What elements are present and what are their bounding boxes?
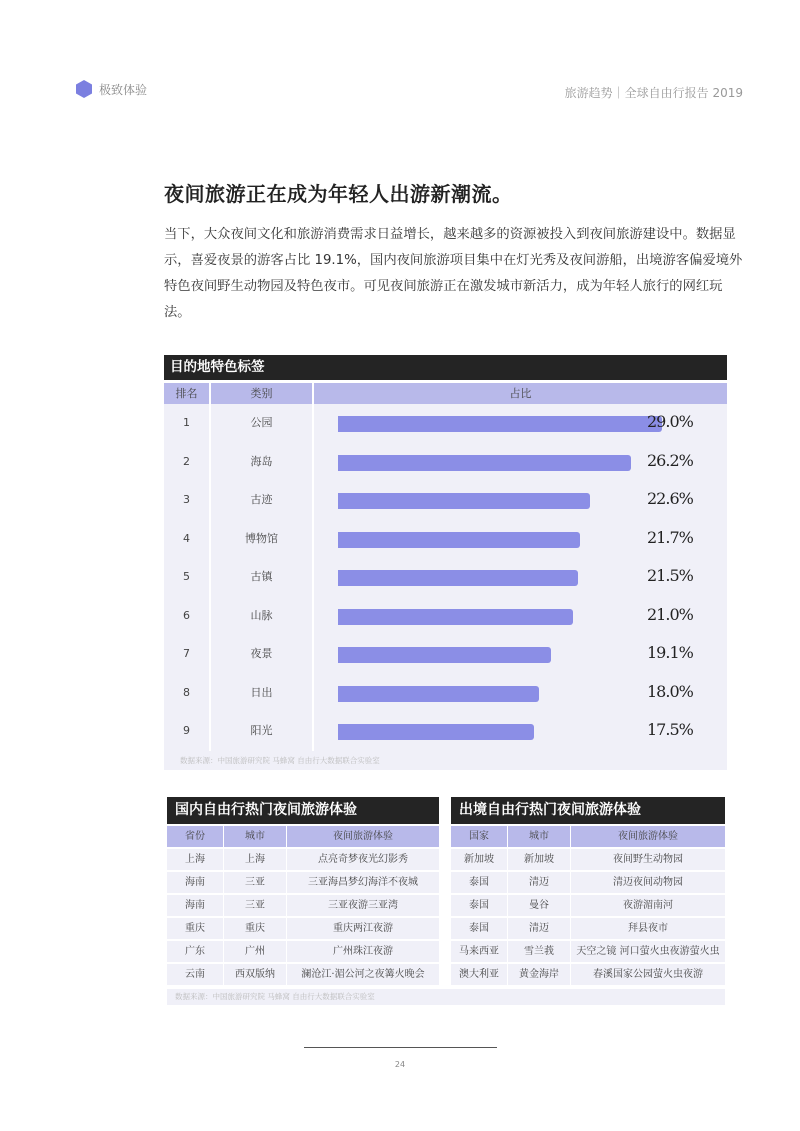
header-country: 国家	[451, 826, 508, 847]
header-experience: 夜间旅游体验	[333, 831, 393, 842]
outbound-title: 出境自由行热门夜间旅游体验	[451, 797, 725, 824]
region-cell: 泰国	[451, 895, 508, 916]
share-bar	[338, 532, 580, 548]
share-bar	[338, 724, 534, 740]
rank-cell: 8	[164, 674, 211, 713]
experience-cell: 澜沧江·湄公河之夜篝火晚会	[301, 969, 425, 980]
domestic-title: 国内自由行热门夜间旅游体验	[167, 797, 439, 824]
table-row	[167, 847, 439, 870]
domestic-table	[167, 797, 439, 985]
rank-cell: 2	[164, 443, 211, 482]
table-row	[164, 404, 727, 443]
city-cell: 西双版纳	[224, 964, 287, 985]
category-cell: 夜景	[211, 635, 314, 674]
experience-cell: 广州珠江夜游	[333, 946, 393, 957]
city-cell: 清迈	[508, 872, 571, 893]
domestic-header	[167, 826, 439, 847]
table-row	[451, 916, 725, 939]
region-cell: 海南	[167, 872, 224, 893]
region-cell: 泰国	[451, 918, 508, 939]
experience-cell: 夜间野生动物园	[613, 854, 683, 865]
category-cell: 山脉	[211, 597, 314, 636]
table-row	[164, 520, 727, 559]
header-city: 城市	[224, 826, 287, 847]
rank-cell: 6	[164, 597, 211, 636]
rank-cell: 9	[164, 712, 211, 751]
outbound-header	[451, 826, 725, 847]
share-bar	[338, 416, 662, 432]
share-bar	[338, 647, 551, 663]
rank-cell: 3	[164, 481, 211, 520]
header-city: 城市	[508, 826, 571, 847]
share-value-label: 19.1%	[647, 643, 693, 662]
table-row	[167, 939, 439, 962]
table-row	[167, 962, 439, 985]
city-cell: 雪兰莪	[508, 941, 571, 962]
experience-cell: 天空之镜 河口萤火虫夜游萤火虫	[576, 946, 720, 957]
table-header	[164, 383, 727, 404]
table-row	[451, 847, 725, 870]
experience-cell: 拜县夜市	[628, 923, 668, 934]
header-category: 类别	[211, 383, 312, 404]
share-value-label: 26.2%	[647, 450, 693, 470]
experience-cell: 三亚夜游三亚湾	[328, 900, 398, 911]
city-cell: 三亚	[224, 872, 287, 893]
category-cell: 公园	[211, 404, 314, 443]
table-row	[451, 893, 725, 916]
share-bar	[338, 686, 539, 702]
table-row	[451, 870, 725, 893]
share-value-label: 18.0%	[647, 681, 693, 701]
category-cell: 古迹	[211, 481, 314, 520]
category-cell: 博物馆	[211, 520, 314, 559]
region-cell: 上海	[167, 849, 224, 870]
destination-tags-table	[164, 355, 727, 770]
table-row	[167, 870, 439, 893]
table-row	[451, 939, 725, 962]
table-row	[164, 674, 727, 713]
city-cell: 三亚	[224, 895, 287, 916]
hexagon-icon	[76, 80, 92, 98]
region-cell: 云南	[167, 964, 224, 985]
share-value-label: 22.6%	[647, 489, 693, 508]
category-cell: 阳光	[211, 712, 314, 751]
rank-cell: 1	[164, 404, 211, 443]
region-cell: 澳大利亚	[451, 964, 508, 985]
share-cell	[314, 481, 727, 520]
share-cell	[314, 520, 727, 559]
city-cell: 曼谷	[508, 895, 571, 916]
category-cell: 古镇	[211, 558, 314, 597]
outbound-table	[451, 797, 725, 985]
header-rank: 排名	[164, 383, 209, 404]
region-cell: 重庆	[167, 918, 224, 939]
table-body	[164, 404, 727, 751]
share-cell	[314, 558, 727, 597]
header-province: 省份	[167, 826, 224, 847]
share-value-label: 21.0%	[647, 604, 693, 624]
city-cell: 新加坡	[508, 849, 571, 870]
category-cell: 海岛	[211, 443, 314, 482]
region-cell: 海南	[167, 895, 224, 916]
table-row	[167, 916, 439, 939]
page-number: 24	[394, 1060, 406, 1069]
share-value-label: 29.0%	[647, 412, 693, 431]
rank-cell: 5	[164, 558, 211, 597]
header-share: 占比	[314, 383, 727, 404]
table-title: 目的地特色标签	[164, 355, 727, 380]
city-cell: 黄金海岸	[508, 964, 571, 985]
header-brand	[76, 80, 147, 98]
table-row	[167, 893, 439, 916]
table-row	[451, 962, 725, 985]
table-row	[164, 635, 727, 674]
region-cell: 广东	[167, 941, 224, 962]
footer-divider	[304, 1047, 497, 1048]
share-cell	[314, 404, 727, 443]
header-experience: 夜间旅游体验	[618, 831, 678, 842]
region-cell: 新加坡	[451, 849, 508, 870]
table-row	[164, 712, 727, 751]
table-row	[164, 558, 727, 597]
experience-cell: 春溪国家公园萤火虫夜游	[593, 969, 703, 980]
share-bar	[338, 609, 573, 625]
share-cell	[314, 597, 727, 636]
share-cell	[314, 712, 727, 751]
city-cell: 清迈	[508, 918, 571, 939]
header-report-title: 旅游趋势｜全球自由行报告 2019	[564, 86, 743, 100]
share-cell	[314, 443, 727, 482]
share-bar	[338, 493, 590, 509]
rank-cell: 4	[164, 520, 211, 559]
experience-cell: 重庆两江夜游	[333, 923, 393, 934]
sub-table-source: 数据来源：中国旅游研究院 马蜂窝 自由行大数据联合实验室	[167, 989, 725, 1005]
outbound-body	[451, 847, 725, 985]
share-value-label: 21.7%	[647, 527, 693, 547]
rank-cell: 7	[164, 635, 211, 674]
share-cell	[314, 635, 727, 674]
region-cell: 马来西亚	[451, 941, 508, 962]
share-cell	[314, 674, 727, 713]
experience-cell: 夜游湄南河	[623, 900, 673, 911]
header-section-label: 极致体验	[99, 82, 148, 97]
domestic-body	[167, 847, 439, 985]
share-value-label: 17.5%	[647, 720, 693, 739]
table-row	[164, 597, 727, 636]
experience-cell: 三亚海昌梦幻海洋不夜城	[308, 877, 418, 888]
table-row	[164, 443, 727, 482]
table-source: 数据来源：中国旅游研究院 马蜂窝 自由行大数据联合实验室	[164, 751, 727, 770]
share-bar	[338, 570, 578, 586]
region-cell: 泰国	[451, 872, 508, 893]
experience-cell: 点亮奇梦夜光幻影秀	[318, 854, 408, 865]
experience-cell: 清迈夜间动物园	[613, 877, 683, 888]
city-cell: 上海	[224, 849, 287, 870]
share-bar	[338, 455, 631, 471]
share-value-label: 21.5%	[647, 566, 693, 585]
category-cell: 日出	[211, 674, 314, 713]
section-title: 夜间旅游正在成为年轻人出游新潮流。	[164, 182, 513, 206]
table-row	[164, 481, 727, 520]
city-cell: 重庆	[224, 918, 287, 939]
intro-paragraph: 当下，大众夜间文化和旅游消费需求日益增长，越来越多的资源被投入到夜间旅游建设中。数据显示，喜爱夜景的游客占比 19.1%，国内夜间旅游项目集中在灯光秀及夜间游船，出境游客偏爱境外特色夜间野生动物园及特色夜市。可见夜间旅游正在激发城市新活力，成为年轻人旅行的网红玩法。	[164, 227, 743, 320]
city-cell: 广州	[224, 941, 287, 962]
